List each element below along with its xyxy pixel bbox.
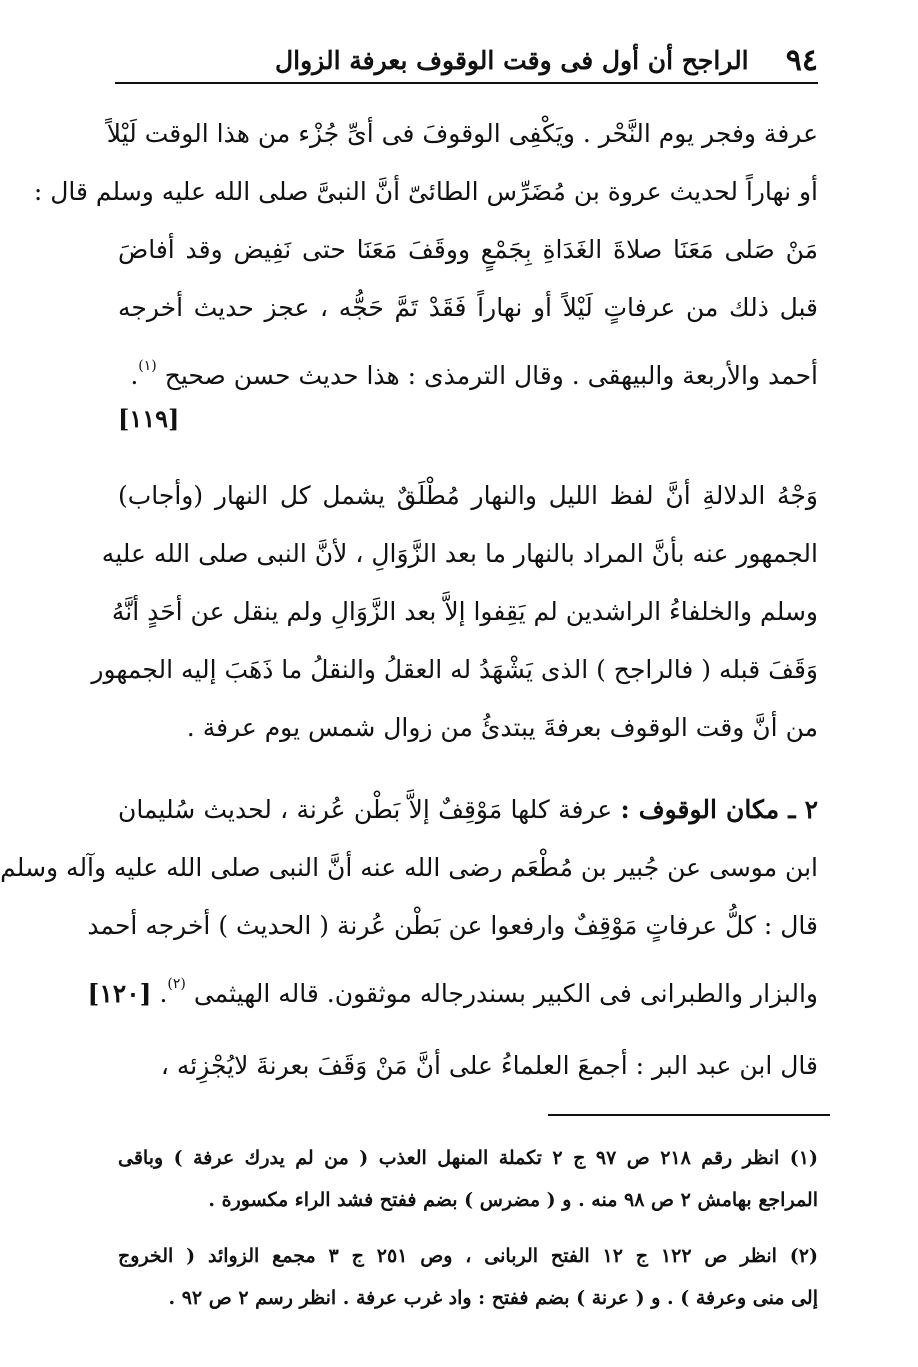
text-line: وَقَفَ قبله ( فالراجح ) الذى يَشْهَدُ له العقلُ والنقلُ ما ذَهَبَ إليه الجمهور [91,655,818,684]
footnotes [118,1137,818,1319]
sentence-period: . [159,979,168,1008]
running-title: الراجح أن أول فى وقت الوقوف بعرفة الزوال [275,45,749,75]
footnote-marker: (١) [138,358,157,374]
footnote-2 [118,1235,818,1319]
footnote-1 [118,1137,818,1221]
running-header [115,38,818,84]
footnote-marker: (٢) [167,976,186,992]
text-line: وَجْهُ الدلالةِ أنَّ لفظ الليل والنهار مُطْلَقٌ يشمل كل النهار (وأجاب) [118,481,818,510]
text-line: وسلم والخلفاءُ الراشدين لم يَقِفوا إلاَّ بعد الزَّوَالِ ولم ينقل عن أحَدٍ أنَّهُ [111,597,818,626]
text-line [118,781,818,839]
footnote-line: (١) انظر رقم ٢١٨ ص ٩٧ ج ٢ تكملة المنهل العذب ( من لم يدرك عرفة ) وباقى [118,1147,818,1169]
paragraph-1 [33,105,818,443]
text-line: مَنْ صَلى مَعَنَا صلاةَ الغَدَاةِ بِجَمْعٍ ووقَفَ مَعَنَا حتى نَفِيض وقد أفاضَ [118,235,818,264]
footnote-line: المراجع بهامش ٢ ص ٩٨ منه . و ( مضرس ) بضم ففتح فشد الراء مكسورة . [208,1189,818,1211]
text-line: عرفة وفجر يوم النَّحْر . ويَكْفِى الوقوفَ فى أىِّ جُزْء من هذا الوقت لَيْلاً [106,119,818,148]
page-number: ٩٤ [785,42,818,78]
body-text [0,105,818,1095]
text-line: قال : كلُّ عرفاتٍ مَوْقِفٌ وارفعوا عن بَطْن عُرنة ( الحديث ) أخرجه أحمد [87,911,818,940]
text-line: الجمهور عنه بأنَّ المراد بالنهار ما بعد الزَّوَالِ ، لأنَّ النبى صلى الله عليه [101,539,818,568]
text-line: أو نهاراً لحديث عروة بن مُضَرِّس الطائىّ أنَّ النبىَّ صلى الله عليه وسلم قال : [33,177,818,206]
line-text: عرفة كلها مَوْقِفٌ إلاَّ بَطْن عُرنة ، لحديث سُليمان [118,795,613,824]
paragraph-3: قال ابن عبد البر : أجمعَ العلماءُ على أنَّ مَنْ وَقَفَ بعرنةَ لايُجْزِئه ، [160,1051,818,1080]
footnote-line: (٢) انظر ص ١٢٢ ج ١٢ الفتح الربانى ، وص ٢٥١ ج ٣ مجمع الزوائد ( الخروج [118,1245,818,1267]
text-line: من أنَّ وقت الوقوف بعرفةَ يبتدئُ من زوال شمس يوم عرفة . [186,713,818,742]
paragraph-2 [91,467,818,757]
text-line [118,337,818,395]
section-2 [0,781,818,1013]
hadith-reference-number: [١٢٠] [87,979,152,1008]
hadith-reference-number: [١١٩] [118,404,180,433]
line-text: أحمد والأربعة والبيهقى . وقال الترمذى : هذا حديث حسن صحيح [164,361,818,390]
footnote-line: إلى منى وعرفة ) . و ( عرنة ) بضم ففتح : واد غرب عرفة . انظر رسم ٢ ص ٩٢ . [168,1287,818,1309]
text-line [87,955,818,1013]
text-line: قبل ذلك من عرفاتٍ لَيْلاً أو نهاراً فَقَدْ تَمَّ حَجُّه ، عجز حديث أخرجه [118,293,818,322]
line-text: والبزار والطبرانى فى الكبير بسندرجاله موثقون. قاله الهيثمى [193,979,818,1008]
text-line: ابن موسى عن جُبير بن مُطْعَم رضى الله عنه أنَّ النبى صلى الله عليه وآله وسلم [0,853,818,882]
sentence-period: . [130,361,139,390]
section-heading: ٢ ـ مكان الوقوف : [620,795,818,824]
footnote-separator [548,1114,830,1116]
